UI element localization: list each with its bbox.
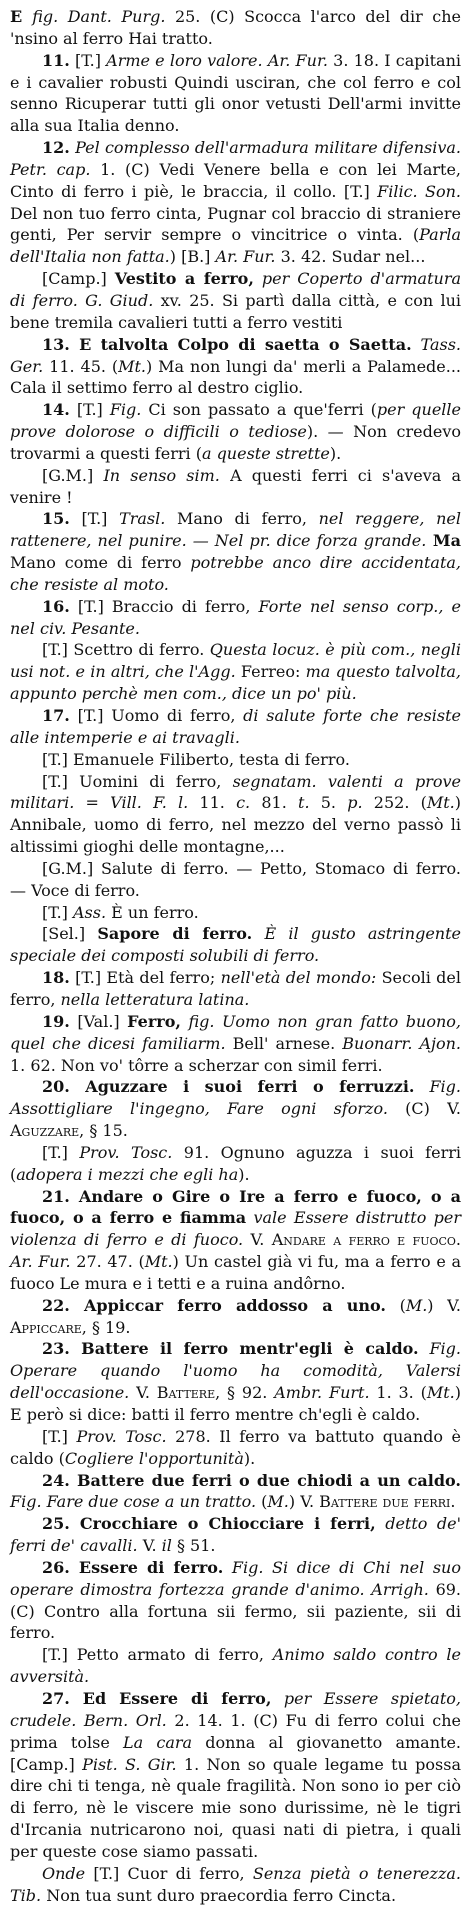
entry-text-segment: [T.] Petto armato di ferro, — [42, 1645, 273, 1665]
entry-text-segment: La cara — [123, 1732, 193, 1752]
entry-text-segment: Animo saldo contro le avversità. — [10, 1645, 461, 1687]
entry-text-segment: M. — [405, 1295, 428, 1315]
dictionary-entry — [10, 1338, 461, 1425]
dictionary-entry — [10, 508, 461, 595]
entry-text-segment: c. — [236, 793, 251, 813]
entry-text-segment: V. — [129, 1383, 157, 1403]
entry-text-segment: 3. 18. I capitani e i cavalier robusti Quindi usciran, che col ferro e col senno Ricuperar tutti gli onor vetusti Dell'armi invitte alla sua Italia denno. — [10, 50, 462, 136]
entry-text-segment: Mt. — [426, 793, 455, 813]
entry-text-segment: , § 15. — [79, 1121, 128, 1141]
entry-text-segment: donna al giovanetto amante. [Camp.] — [10, 1732, 462, 1774]
entry-text-segment: E — [10, 7, 33, 26]
entry-text-segment: A questi ferri ci s'aveva a venire ! — [10, 465, 462, 507]
dictionary-entry — [10, 1142, 461, 1186]
entry-text-segment: Secoli del ferro, — [10, 968, 462, 1009]
entry-text-segment: 1. Non so quale legame tu possa dire chi ti tenga, nè quale fragilità. Non sono io per ciò di ferro, nè le viscere mie sono durissime, nè le tigri d'Ircania nutricarono noi, quasi nati di pietra, i quali per queste cose siamo passati. — [10, 1754, 461, 1861]
entry-text-segment: di salute forte che resiste alle intemperie e ai travagli. — [10, 706, 461, 747]
entry-text-segment: [G.M.] Salute di ferro. — Petto, Stomaco di ferro. — Voce di ferro. — [10, 858, 461, 900]
entry-text-segment: il — [161, 1536, 172, 1556]
entry-text-segment: M. — [267, 1492, 289, 1512]
entry-text-segment: 2. 14. 1. (C) Fu di ferro colui che prima tolse — [10, 1710, 462, 1752]
entry-text-segment: per quelle prove dolorose o difficili o tediose — [10, 400, 462, 442]
entry-text-segment: Mt. — [426, 1383, 455, 1403]
entry-text-segment: Buonarr. Ajon. — [342, 1033, 462, 1053]
entry-text-segment: . — [450, 1492, 456, 1512]
dictionary-entry — [10, 1513, 461, 1557]
entry-text-segment: 19. — [42, 1011, 70, 1031]
entry-text-segment: Onde — [42, 1863, 86, 1883]
entry-text-segment: 23. Battere il ferro mentr'egli è caldo. — [42, 1339, 419, 1359]
entry-text-segment: ma questo talvolta, appunto perchè men com., dice un po' più. — [10, 662, 462, 704]
entry-text-segment: Fig. Fare due cose a un tratto. — [10, 1492, 257, 1512]
dictionary-entry — [10, 465, 461, 509]
dictionary-entry — [10, 1426, 461, 1470]
dictionary-entry — [10, 1557, 461, 1644]
entry-text-segment: xv. 25. Si partì dalla città, e con lui bene tremila cavalieri tutti a ferro vestiti — [10, 290, 461, 332]
entry-text-segment: [Val.] — [69, 1011, 128, 1031]
entry-text-segment: V. — [243, 1230, 272, 1250]
entry-text-segment: 25. Crocchiare o Chiocciare i ferri, — [42, 1514, 376, 1534]
entry-text-segment: Sapore di ferro. — [97, 924, 253, 944]
entry-text-segment: , § 19. — [81, 1317, 131, 1337]
entry-text-segment: In senso sim. — [103, 465, 220, 485]
entry-text-segment: Appiccare — [10, 1317, 82, 1337]
entry-text-segment: 69. (C) Contro alla fortuna sii fermo, sii paziente, sii di ferro. — [10, 1579, 462, 1643]
entry-text-segment: 11. — [188, 793, 237, 813]
entry-text-segment: Parla dell'Italia non fatta. — [10, 225, 461, 267]
entry-text-segment: Ar. Fur. — [215, 247, 276, 267]
entry-text-segment: ) Ma non lungi da' merli a Palamede... Cala il settimo ferro al destro ciglio. — [10, 356, 461, 398]
entry-text-segment: [Sel.] — [42, 924, 98, 944]
entry-text-segment: Ass. — [72, 902, 107, 922]
entry-text-segment: [T.] Emanuele Filiberto, testa di ferro. — [42, 749, 350, 769]
entry-text-segment: ) Un castel già vi fu, ma a ferro e a fuoco Le mura e i tetti e a ruina andôrno. — [10, 1252, 462, 1293]
entry-text-segment: Mano di ferro, — [165, 509, 319, 529]
entry-text-segment: potrebbe anco dire accidentata, che resiste al moto. — [10, 553, 461, 594]
entry-text-segment: Tass. Ger. — [10, 334, 462, 376]
dictionary-entry — [10, 705, 461, 749]
entry-text-segment: ) E però si dice: batti il ferro mentre ch'egli è caldo. — [10, 1383, 462, 1424]
entry-text-segment: ). — Non credevo trovarmi a questi ferri ( — [10, 422, 461, 463]
dictionary-entry — [10, 50, 461, 137]
entry-text-segment: (C) V. — [387, 1099, 461, 1119]
entry-text-segment: 1. 3. ( — [369, 1383, 427, 1403]
entry-text-segment: p. — [347, 793, 363, 813]
entry-text-segment: [G.M.] — [42, 465, 104, 485]
dictionary-entry — [10, 334, 461, 400]
entry-text-segment: Mt. — [118, 356, 147, 376]
entry-text-segment: ) V. — [288, 1492, 320, 1512]
entry-text-segment: vale Essere distrutto per violenza di ferro e di fuoco. — [10, 1208, 462, 1250]
dictionary-entry — [10, 137, 461, 268]
entry-text-segment: ) Annibale, uomo di ferro, nel mezzo del verno passò li altissimi gioghi delle montagne,... — [10, 793, 462, 857]
entry-text-segment: V. — [137, 1536, 162, 1556]
entry-text-segment: Filic. Son. — [377, 181, 461, 201]
entry-text-segment: 15. — [42, 509, 70, 529]
entry-text-segment: Senza pietà o tenerezza. Tib. — [10, 1863, 461, 1905]
entry-text-segment: [T.] — [42, 1142, 80, 1162]
entry-text-segment: Mano come di ferro — [10, 553, 191, 573]
entry-text-segment: È il gusto astringente speciale dei composti solubili di ferro. — [10, 924, 461, 966]
entry-text-segment: Aguzzare — [10, 1121, 80, 1141]
entry-text-segment: Fig. Si dice di Chi nel suo operare dimostra fortezza grande d'animo. Arrigh. — [10, 1557, 461, 1599]
entry-text-segment: Fig. Operare quando l'uomo ha comodità, Valersi dell'occasione. — [10, 1339, 461, 1403]
dictionary-entry — [10, 749, 461, 771]
entry-text-segment: Pel complesso dell'armadura militare difensiva. Petr. cap. — [10, 138, 461, 179]
entry-text-segment: [Camp.] — [42, 269, 115, 289]
entry-text-segment: 18. — [42, 968, 70, 988]
entry-text-segment: per Coperto d'armatura di ferro. G. Giud. — [10, 269, 462, 310]
entry-text-segment: Ferro, — [127, 1011, 181, 1031]
entry-text-segment: 252. ( — [362, 793, 427, 813]
dictionary-entry — [10, 268, 461, 334]
entry-text-segment: ). — [243, 1448, 256, 1468]
entry-text-segment: fig. Dant. Purg. — [32, 7, 166, 26]
entry-text-segment: [T.] — [69, 50, 107, 70]
dictionary-entry — [10, 596, 461, 640]
dictionary-entry — [10, 771, 461, 858]
entry-text-segment: 1. (C) Vedi Venere bella e con lei Marte, Cinto di ferro i piè, le braccia, il collo. [T.] — [10, 159, 462, 201]
entry-text-segment: adopera i mezzi che egli ha — [16, 1164, 239, 1184]
entry-text-segment: . — [455, 1230, 462, 1250]
entry-text-segment: Bell' arnese. — [225, 1033, 343, 1053]
entry-text-segment: t. — [298, 793, 310, 813]
entry-text-segment: Andare a ferro e fuoco — [271, 1230, 456, 1250]
entry-text-segment: È un ferro. — [106, 902, 199, 922]
entry-text-segment: per Essere spietato, crudele. Bern. Orl. — [10, 1688, 461, 1730]
entry-text-segment: Fig. — [109, 400, 142, 420]
entry-text-segment: 16. — [42, 596, 70, 616]
entry-text-segment: ) V. — [427, 1295, 462, 1315]
dictionary-entry — [10, 1076, 461, 1142]
entry-text-segment: [T.] Uomini di ferro, — [42, 771, 233, 791]
entry-text-segment: 20. Aguzzare i suoi ferri o ferruzzi. — [42, 1077, 415, 1097]
entry-text-segment: nell'età del mondo: — [220, 968, 377, 988]
entry-text-segment: a queste strette — [201, 443, 330, 463]
dictionary-entry — [10, 399, 461, 465]
entry-text-segment: Arme e loro valore. Ar. Fur. — [106, 50, 328, 70]
entry-text-segment: 12. — [42, 138, 70, 158]
entry-text-segment: Mt. — [144, 1252, 173, 1272]
entry-text-segment: Forte nel senso corp., e nel civ. Pesante. — [10, 596, 461, 638]
entry-text-segment: [T.] Braccio di ferro, — [69, 596, 259, 616]
entry-text-segment: 11. 45. ( — [43, 356, 119, 376]
entry-text-segment: 26. Essere di ferro. — [42, 1557, 224, 1577]
dictionary-entry — [10, 1470, 461, 1514]
entry-text-segment: Vestito a ferro, — [114, 269, 254, 289]
entry-text-segment: Cogliere l'opportunità — [64, 1448, 244, 1468]
entry-text-segment: Questa locuz. è più com., negli usi not. e in altri, che l'Agg. — [10, 640, 462, 682]
entry-text-segment: 27. 47. ( — [70, 1252, 145, 1272]
entry-text-segment: 278. Il ferro va battuto quando è caldo ( — [10, 1426, 462, 1468]
entry-text-segment: 14. — [42, 400, 70, 420]
entry-text-segment: 91. Ognuno aguzza i suoi ferri ( — [10, 1142, 461, 1184]
entry-text-segment: 24. Battere due ferri o due chiodi a un caldo. — [42, 1470, 461, 1490]
entry-text-segment: [T.] — [69, 509, 120, 529]
entry-text-segment: 81. — [250, 793, 299, 813]
dictionary-entry — [10, 967, 461, 1011]
entry-text-segment: Non tua sunt duro praecordia ferro Cincta. — [41, 1885, 397, 1905]
entry-text-segment: Battere due ferri — [319, 1492, 451, 1512]
entry-text-segment: [T.] Età del ferro; — [69, 968, 221, 988]
entry-text-segment: [T.] Uomo di ferro, — [69, 706, 244, 725]
dictionary-entry — [10, 1011, 461, 1077]
entry-text-segment: ) [B.] — [169, 247, 216, 267]
entry-text-segment: 5. — [309, 793, 348, 813]
entry-text-segment: Battere — [156, 1383, 216, 1403]
dictionary-entry — [10, 1863, 461, 1907]
entry-text-segment: Ma — [426, 531, 461, 551]
entry-text-segment: § 51. — [171, 1536, 216, 1556]
entry-text-segment: ( — [385, 1295, 406, 1315]
entry-text-segment: Ferreo: — [235, 662, 306, 682]
entry-text-segment: [T.] Scettro di ferro. — [42, 640, 210, 660]
dictionary-entry — [10, 1186, 461, 1295]
entry-text-segment: Trasl. — [119, 509, 166, 529]
entry-text-segment: Ar. Fur. — [10, 1252, 71, 1272]
entry-text-segment: ). — [238, 1164, 250, 1184]
entry-text-segment: [T.] — [69, 400, 110, 420]
entry-text-segment: nella letteratura latina. — [60, 989, 250, 1009]
dictionary-entry — [10, 1295, 461, 1339]
entry-text-segment: fig. Uomo non gran fatto buono, quel che dicesi familiarm. — [10, 1011, 462, 1053]
entry-text-segment: Prov. Tosc. — [79, 1142, 173, 1162]
entry-text-segment: 25. (C) Scocca l'arco del dir che 'nsino al ferro Hai tratto. — [10, 7, 462, 48]
entry-text-segment: 1. 62. Non vo' tôrre a scherzar con simil ferri. — [10, 1055, 383, 1075]
entry-text-segment: segnatam. valenti a prove militari. = Vill. F. l. — [10, 771, 461, 813]
entry-text-segment: [T.] — [42, 902, 73, 922]
entry-text-segment: 3. 42. Sudar nel... — [275, 247, 426, 267]
dictionary-entry — [10, 6, 461, 50]
entry-text-segment: ( — [256, 1492, 268, 1512]
entry-text-segment: 17. — [42, 706, 70, 725]
entry-text-segment: detto de' ferri de' cavalli. — [10, 1514, 461, 1556]
entry-text-segment: Ambr. Furt. — [274, 1383, 370, 1403]
entry-text-segment: Prov. Tosc. — [76, 1426, 167, 1446]
entry-text-segment: ). — [329, 443, 342, 463]
dictionary-entry — [10, 858, 461, 902]
entry-text-segment: nel reggere, nel rattenere, nel punire. — Nel pr. dice forza grande. — [10, 509, 462, 551]
entry-text-segment: [T.] Cuor di ferro, — [85, 1863, 253, 1883]
entry-text-segment: 11. — [42, 50, 70, 70]
entry-text-segment: 27. Ed Essere di ferro, — [42, 1688, 272, 1708]
dictionary-entry — [10, 923, 461, 967]
entry-text-segment: Fig. Assottigliare l'ingegno, Fare ogni sforzo. — [10, 1077, 462, 1119]
dictionary-entry — [10, 639, 461, 705]
entry-text-segment: [T.] — [42, 1426, 77, 1446]
entry-text-segment: 21. Andare o Gire o Ire a ferro e fuoco, o a fuoco, o a ferro e fiamma — [10, 1186, 461, 1228]
entry-text-segment: , § 92. — [215, 1383, 275, 1403]
entry-text-segment: Pist. S. Gir. — [82, 1754, 177, 1774]
dictionary-entry — [10, 1644, 461, 1688]
dictionary-entry — [10, 1688, 461, 1863]
dictionary-entry — [10, 902, 461, 924]
entry-text-segment: Del non tuo ferro cinta, Pugnar col braccio di straniere genti, Per servir sempre o vincitrice o vinta. ( — [10, 203, 461, 245]
entry-text-segment: Ci son passato a que'ferri ( — [141, 400, 377, 420]
entry-text-segment: 13. E talvolta Colpo di saetta o Saetta. — [42, 334, 412, 354]
entry-text-segment: 22. Appiccar ferro addosso a uno. — [42, 1295, 386, 1315]
